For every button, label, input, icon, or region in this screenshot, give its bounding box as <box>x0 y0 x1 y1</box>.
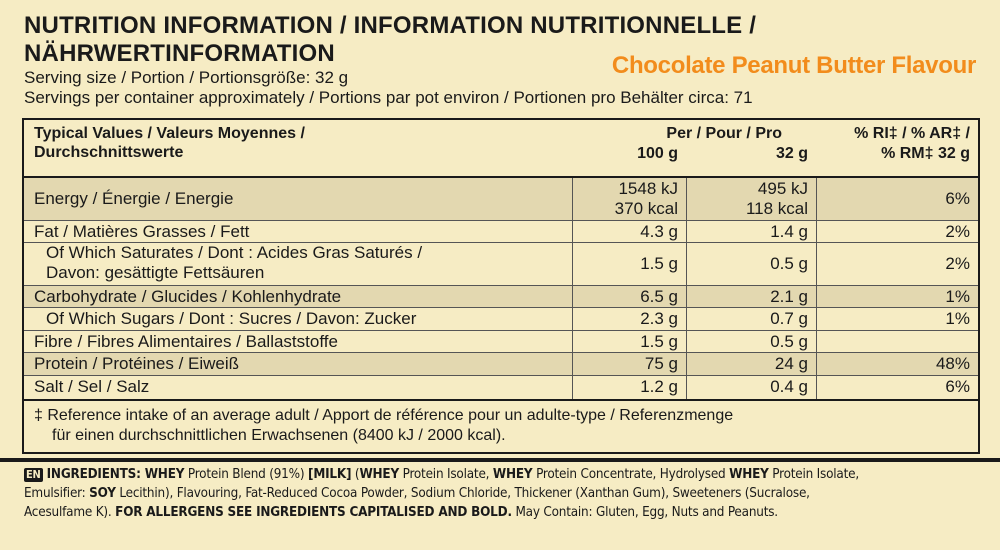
ing-part: ( <box>351 467 360 482</box>
row-per100: 4.3 g <box>640 222 678 241</box>
row-per100: 75 g <box>644 354 678 373</box>
section-divider <box>0 458 1000 462</box>
table-row <box>24 331 978 352</box>
row-label: Energy / Énergie / Energie <box>34 189 234 208</box>
serving-size: Serving size / Portion / Portionsgröße: 32 g <box>24 68 349 87</box>
row-ri: 48% <box>935 354 970 373</box>
ing-part: SOY <box>89 486 116 501</box>
nutrition-table <box>22 118 980 454</box>
row-label: Fibre / Fibres Alimentaires / Ballaststoffe <box>34 332 338 351</box>
column-divider <box>572 178 573 399</box>
header-ri-1: % RI‡ / % AR‡ / <box>854 125 970 142</box>
ing-part: WHEY <box>729 467 769 482</box>
ing-part: Acesulfame K). <box>24 505 116 520</box>
table-header <box>24 120 978 178</box>
ingredients-text <box>24 465 980 522</box>
flavour-name: Chocolate Peanut Butter Flavour <box>611 52 976 79</box>
header-label-2: Durchschnittswerte <box>34 144 184 161</box>
ing-part: WHEY <box>359 467 399 482</box>
row-per100: 6.5 g <box>640 287 678 306</box>
row-per100: 370 kcal <box>614 199 678 218</box>
footnote-line-2: für einen durchschnittlichen Erwachsenen (8400 kJ / 2000 kcal). <box>52 427 506 444</box>
row-per32: 2.1 g <box>770 287 808 306</box>
row-label: Carbohydrate / Glucides / Kohlenhydrate <box>34 287 342 306</box>
ing-part: Protein Concentrate, Hydrolysed <box>532 467 730 482</box>
row-per32: 1.4 g <box>770 222 808 241</box>
column-divider <box>686 178 687 399</box>
table-row <box>24 376 978 398</box>
row-per100: 2.3 g <box>640 309 678 328</box>
row-per32: 0.4 g <box>770 377 808 396</box>
ing-part: Lecithin), Flavouring, Fat-Reduced Cocoa Powder, Sodium Chloride, Thickener (Xanthan Gum), Sweeteners (Sucralose, <box>115 486 810 501</box>
row-per32: 24 g <box>774 354 808 373</box>
ing-part: Protein Isolate, <box>768 467 859 482</box>
header-100g: 100 g <box>637 145 678 162</box>
column-divider <box>816 178 817 399</box>
title-line-1: NUTRITION INFORMATION / INFORMATION NUTRITIONNELLE / <box>24 12 757 39</box>
title-line-2: NÄHRWERTINFORMATION <box>24 40 335 67</box>
table-row <box>24 286 978 307</box>
row-per32: 0.5 g <box>770 254 808 273</box>
ing-part: FOR ALLERGENS SEE INGREDIENTS CAPITALISED AND BOLD. <box>115 505 512 520</box>
ing-part: Protein Blend (91%) <box>184 467 309 482</box>
language-badge: EN <box>26 468 41 481</box>
row-per32: 0.5 g <box>770 332 808 351</box>
header-per: Per / Pour / Pro <box>666 125 782 142</box>
ing-part: Emulsifier: <box>24 486 90 501</box>
servings-per-container: Servings per container approximately / Portions par pot environ / Portionen pro Behälter circa: 71 <box>24 88 753 107</box>
header-label-1: Typical Values / Valeurs Moyennes / <box>34 125 305 142</box>
row-ri: 1% <box>945 309 970 328</box>
row-label: Fat / Matières Grasses / Fett <box>34 222 250 241</box>
row-per100: 1548 kJ <box>618 179 678 198</box>
row-ri: 1% <box>945 287 970 306</box>
row-per32: 495 kJ <box>757 179 808 198</box>
table-bottom-rule <box>24 399 978 401</box>
row-per32: 0.7 g <box>770 309 808 328</box>
table-row <box>24 308 978 330</box>
ing-part: May Contain: Gluten, Egg, Nuts and Peanuts. <box>511 505 778 520</box>
table-row <box>24 178 978 220</box>
ing-part: WHEY <box>492 467 533 482</box>
table-row <box>24 221 978 242</box>
serving-info <box>24 68 753 108</box>
row-label: Davon: gesättigte Fettsäuren <box>46 263 265 282</box>
ing-part: [MILK] <box>308 467 352 482</box>
row-ri: 6% <box>945 189 970 208</box>
reference-footnote <box>34 406 733 446</box>
row-label: Salt / Sel / Salz <box>34 377 150 396</box>
table-row <box>24 353 978 375</box>
row-ri: 2% <box>945 222 970 241</box>
header-ri-2: % RM‡ 32 g <box>881 145 970 162</box>
row-ri: 6% <box>945 377 970 396</box>
ing-part: INGREDIENTS: WHEY <box>46 467 185 482</box>
row-per100: 1.5 g <box>640 254 678 273</box>
row-label: Of Which Saturates / Dont : Acides Gras Saturés / <box>46 243 423 262</box>
table-row <box>24 243 978 285</box>
ing-part: Protein Isolate, <box>398 467 493 482</box>
row-per32: 118 kcal <box>745 199 808 218</box>
header-32g: 32 g <box>775 145 808 162</box>
row-per100: 1.2 g <box>640 377 678 396</box>
row-per100: 1.5 g <box>640 332 678 351</box>
row-label: Protein / Protéines / Eiweiß <box>34 354 240 373</box>
row-ri: 2% <box>945 254 970 273</box>
footnote-line-1: ‡ Reference intake of an average adult / Apport de référence pour un adulte-type / Referenzmenge <box>34 407 734 424</box>
row-label: Of Which Sugars / Dont : Sucres / Davon: Zucker <box>46 309 417 328</box>
